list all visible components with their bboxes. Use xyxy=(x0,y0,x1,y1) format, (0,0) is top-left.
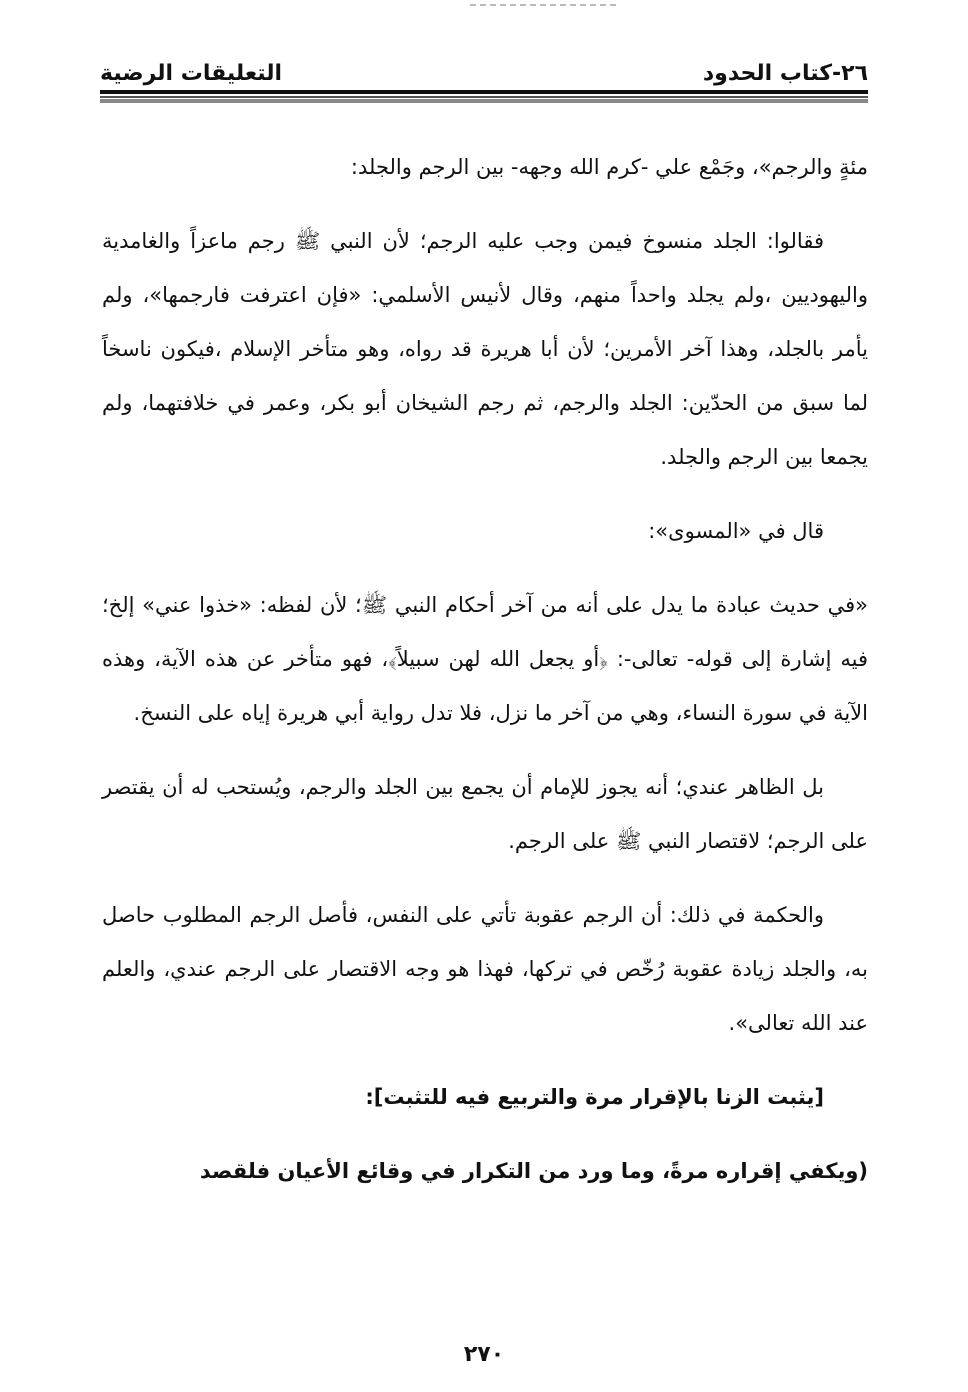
header-rule xyxy=(100,90,868,103)
book-title: التعليقات الرضية xyxy=(100,61,283,86)
paragraph-8: (ويكفي إقراره مرةً، وما ورد من التكرار في وقائع الأعيان فلقصد xyxy=(199,1159,868,1183)
page-number: ٢٧٠ xyxy=(463,1342,505,1367)
paragraph-4: «في حديث عبادة ما يدل على أنه من آخر أحكام النبي ﷺ؛ لأن لفظه: «خذوا عني» إلخ؛ فيه إشارة إلى قوله- تعالى-: ﴿أو يجعل الله لهن سبيلاً﴾، فهو متأخر عن هذه الآية، وهذه الآية في سورة النساء، وهي من آخر ما نزل، فلا تدل رواية أبي هريرة إياه على النسخ. xyxy=(102,593,868,725)
paragraph-3: قال في «المسوى»: xyxy=(648,519,824,543)
running-header xyxy=(100,58,868,88)
paragraph-2: فقالوا: الجلد منسوخ فيمن وجب عليه الرجم؛ لأن النبي ﷺ رجم ماعزاً والغامدية واليهوديين ،ولم يجلد واحداً منهم، وقال لأنيس الأسلمي: «فإن اعترفت فارجمها»، ولم يأمر بالجلد، وهذا آخر الأمرين؛ لأن أبا هريرة قد رواه، وهو متأخر الإسلام ،فيكون ناسخاً لما سبق من الحدّين: الجلد والرجم، ثم رجم الشيخان أبو بكر، وعمر في خلافتهما، ولم يجمعا بين الرجم والجلد. xyxy=(102,229,868,469)
chapter-title: ٢٦-كتاب الحدود xyxy=(702,61,868,86)
paragraph-6: والحكمة في ذلك: أن الرجم عقوبة تأتي على النفس، فأصل الرجم المطلوب حاصل به، والجلد زيادة عقوبة رُخّص في تركها، فهذا هو وجه الاقتصار على الرجم عندي، والعلم عند الله تعالى». xyxy=(102,903,868,1035)
paragraph-5: بل الظاهر عندي؛ أنه يجوز للإمام أن يجمع بين الجلد والرجم، ويُستحب له أن يقتصر على الرجم؛ لاقتصار النبي ﷺ على الرجم. xyxy=(102,775,868,853)
paragraph-1: مئةٍ والرجم»، وجَمْع علي -كرم الله وجهه- بين الرجم والجلد: xyxy=(350,155,868,179)
section-heading: [يثبت الزنا بالإقرار مرة والتربيع فيه للتثبت]: xyxy=(365,1085,824,1109)
main-text xyxy=(102,140,868,1198)
top-scan-mark xyxy=(470,4,620,6)
